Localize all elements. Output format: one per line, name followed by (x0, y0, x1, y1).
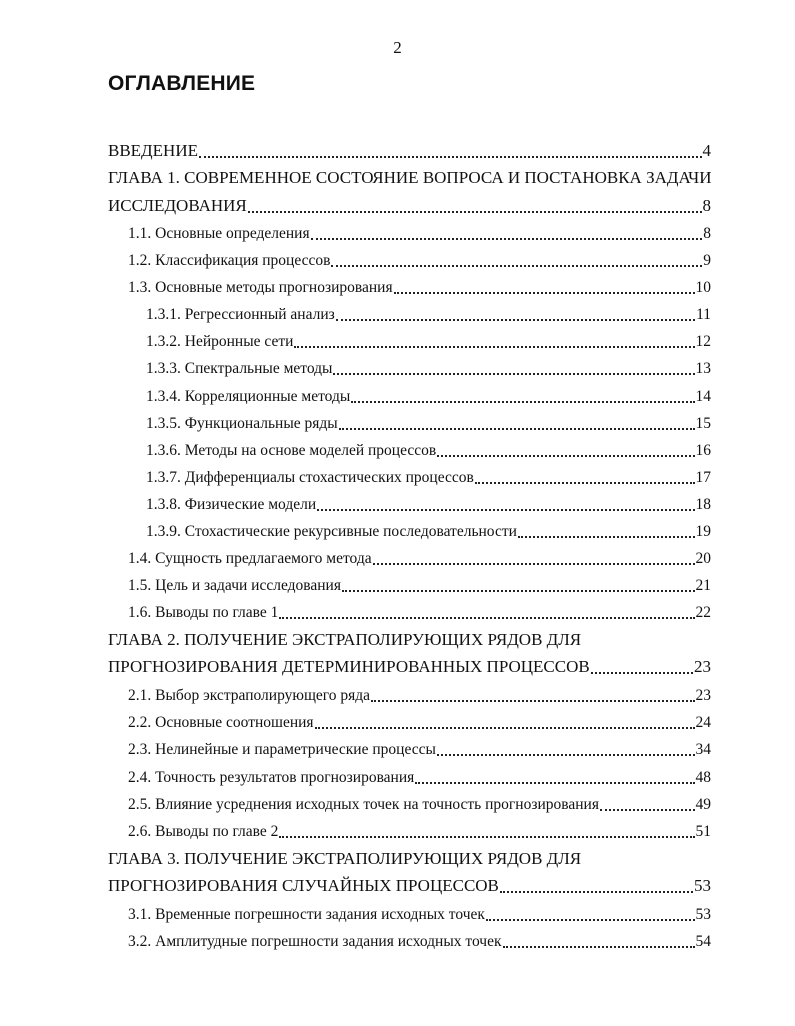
dot-leader (294, 346, 694, 348)
dot-leader (371, 700, 694, 702)
dot-leader (311, 238, 703, 240)
dot-leader (315, 727, 695, 729)
toc-entry-title: 2.6. Выводы по главе 2 (128, 823, 279, 840)
toc-entry-title: 3.1. Временные погрешности задания исходных точек (128, 906, 485, 923)
toc-entry-title: ГЛАВА 1. СОВРЕМЕННОЕ СОСТОЯНИЕ ВОПРОСА И ПОСТАНОВКА ЗАДАЧИ (108, 168, 712, 187)
toc-entry-title: 1.3.9. Стохастические рекурсивные последовательности (146, 523, 517, 540)
toc-entry-title: 1.1. Основные определения (128, 225, 310, 242)
dot-leader (317, 509, 694, 511)
toc-entry-title: 1.2. Классификация процессов (128, 252, 331, 269)
toc-entry-title: 1.3.3. Спектральные методы (146, 360, 333, 377)
dot-leader (500, 891, 693, 893)
toc-entry-page: 11 (696, 306, 711, 323)
page-title: ОГЛАВЛЕНИЕ (108, 72, 256, 95)
toc-entry-title: 1.3.5. Функциональные ряды (146, 415, 338, 432)
dot-leader (600, 809, 695, 811)
toc-entry-page: 54 (695, 933, 711, 950)
dot-leader (503, 946, 695, 948)
toc-entry-page: 4 (702, 141, 711, 160)
toc-entry-page: 18 (695, 496, 711, 513)
toc-entry-title: 1.3.4. Корреляционные методы (146, 388, 351, 405)
toc-entry-title: ВВЕДЕНИЕ (108, 141, 198, 160)
toc-entry-page: 17 (695, 469, 711, 486)
toc-entry-title: 2.4. Точность результатов прогнозирования (128, 769, 415, 786)
dot-leader (394, 292, 695, 294)
dot-leader (279, 617, 694, 619)
dot-leader (373, 563, 695, 565)
toc-entry-title: 1.3.8. Физические модели (146, 496, 317, 513)
dot-leader (437, 754, 695, 756)
toc-entry-page: 22 (695, 604, 711, 621)
toc-entry-page: 13 (695, 360, 711, 377)
toc-entry-page: 53 (694, 876, 711, 895)
dot-leader (339, 428, 695, 430)
toc-entry-title: 1.3.2. Нейронные сети (146, 333, 294, 350)
toc-entry-title: 1.6. Выводы по главе 1 (128, 604, 279, 621)
toc-entry-page: 23 (694, 657, 711, 676)
toc-entry-page: 9 (703, 252, 711, 269)
dot-leader (336, 319, 695, 321)
toc-entry-title: ИССЛЕДОВАНИЯ (108, 196, 247, 215)
toc-entry-page: 21 (695, 577, 711, 594)
dot-leader (279, 836, 694, 838)
toc-entry-title: 1.3.6. Методы на основе моделей процессов (146, 442, 437, 459)
dot-leader (475, 482, 695, 484)
dot-leader (342, 590, 695, 592)
toc-entry-title: ПРОГНОЗИРОВАНИЯ ДЕТЕРМИНИРОВАННЫХ ПРОЦЕССОВ (108, 657, 590, 676)
toc-entry-title: 2.1. Выбор экстраполирующего ряда (128, 687, 371, 704)
toc-entry-page: 14 (695, 388, 711, 405)
toc-entry-title: 2.5. Влияние усреднения исходных точек на точность прогнозирования (128, 796, 599, 813)
toc-entry-title: 1.3.1. Регрессионный анализ (146, 306, 335, 323)
page-number: 2 (393, 38, 402, 57)
toc-entry-page: 10 (695, 279, 711, 296)
toc-entry-title: 1.3. Основные методы прогнозирования (128, 279, 393, 296)
toc-entry-page: 49 (695, 796, 711, 813)
toc-entry-page: 16 (695, 442, 711, 459)
toc-entry-page: 53 (695, 906, 711, 923)
toc-entry-page: 8 (702, 196, 711, 215)
toc-entry-title: ГЛАВА 2. ПОЛУЧЕНИЕ ЭКСТРАПОЛИРУЮЩИХ РЯДОВ ДЛЯ (108, 630, 582, 649)
dot-leader (199, 156, 702, 158)
toc-entry-page: 15 (695, 415, 711, 432)
toc-entry-page: 24 (695, 714, 711, 731)
toc-entry-title: ПРОГНОЗИРОВАНИЯ СЛУЧАЙНЫХ ПРОЦЕССОВ (108, 876, 499, 895)
toc-entry-title: 2.2. Основные соотношения (128, 714, 314, 731)
dot-leader (415, 782, 694, 784)
toc-entry-title: 3.2. Амплитудные погрешности задания исходных точек (128, 933, 502, 950)
toc-entry-page: 51 (695, 823, 711, 840)
toc-entry-title: 1.4. Сущность предлагаемого метода (128, 550, 372, 567)
dot-leader (518, 536, 695, 538)
dot-leader (248, 211, 702, 213)
toc-entry-title: 2.3. Нелинейные и параметрические процессы (128, 741, 436, 758)
dot-leader (591, 672, 693, 674)
toc-entry-page: 48 (695, 769, 711, 786)
toc-entry-title: 1.3.7. Дифференциалы стохастических процессов (146, 469, 474, 486)
toc-entry-page: 8 (703, 225, 711, 242)
toc-entry-title: 1.5. Цель и задачи исследования (128, 577, 341, 594)
dot-leader (437, 455, 694, 457)
toc-entry-title: ГЛАВА 3. ПОЛУЧЕНИЕ ЭКСТРАПОЛИРУЮЩИХ РЯДОВ ДЛЯ (108, 849, 582, 868)
dot-leader (351, 401, 694, 403)
dot-leader (333, 373, 694, 375)
toc-entry-page: 20 (695, 550, 711, 567)
toc-entry-page: 12 (695, 333, 711, 350)
toc-entry-page: 19 (695, 523, 711, 540)
toc-entry-page: 34 (695, 741, 711, 758)
dot-leader (486, 919, 695, 921)
toc-entry-page: 23 (695, 687, 711, 704)
dot-leader (331, 265, 702, 267)
